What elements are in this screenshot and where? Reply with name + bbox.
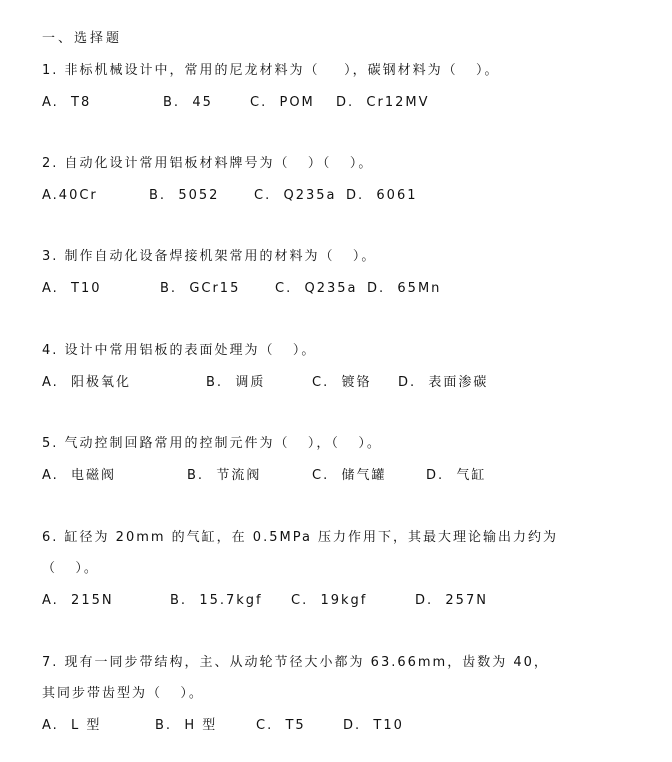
question-5-option-a: A. 电磁阀 — [42, 468, 117, 483]
question-1-stem: 1. 非标机械设计中，常用的尼龙材料为（ ），碳钢材料为（ ）。 — [42, 63, 500, 78]
question-7-option-a: A. L 型 — [42, 718, 102, 733]
question-5-stem: 5. 气动控制回路常用的控制元件为（ ），（ ）。 — [42, 436, 382, 451]
question-4-stem: 4. 设计中常用铝板的表面处理为（ ）。 — [42, 343, 317, 358]
question-6-stem-continued: （ ）。 — [42, 561, 99, 576]
question-6-option-a: A. 215N — [42, 593, 114, 608]
question-4-option-c: C. 镀铬 — [312, 375, 372, 390]
question-5-option-c: C. 储气罐 — [312, 468, 387, 483]
question-6-stem: 6. 缸径为 20mm 的气缸，在 0.5MPa 压力作用下，其最大理论输出力约为 — [42, 530, 559, 545]
question-7-option-b: B. H 型 — [155, 718, 218, 733]
question-1-option-d: D. Cr12MV — [336, 95, 430, 110]
question-4-option-b: B. 调质 — [206, 375, 266, 390]
question-5-option-b: B. 节流阀 — [187, 468, 262, 483]
question-6-option-d: D. 257N — [415, 593, 488, 608]
question-1-option-b: B. 45 — [163, 95, 213, 110]
question-7-stem-continued: 其同步带齿型为（ ）。 — [42, 686, 204, 701]
question-2-stem: 2. 自动化设计常用铝板材料牌号为（ ）（ ）。 — [42, 156, 374, 171]
question-1-option-a: A. T8 — [42, 95, 92, 110]
question-6-option-c: C. 19kgf — [291, 593, 368, 608]
question-5-option-d: D. 气缸 — [426, 468, 487, 483]
question-7-option-d: D. T10 — [343, 718, 404, 733]
question-3-option-a: A. T10 — [42, 281, 102, 296]
question-7-option-c: C. T5 — [256, 718, 306, 733]
section-title: 一、选择题 — [42, 31, 123, 46]
question-1-option-c: C. POM — [250, 95, 315, 110]
question-7-stem: 7. 现有一同步带结构，主、从动轮节径大小都为 63.66mm，齿数为 40， — [42, 655, 549, 670]
question-3-option-c: C. Q235a — [275, 281, 358, 296]
question-6-option-b: B. 15.7kgf — [170, 593, 263, 608]
question-2-option-b: B. 5052 — [149, 188, 220, 203]
question-4-option-a: A. 阳极氧化 — [42, 375, 132, 390]
question-3-option-d: D. 65Mn — [367, 281, 442, 296]
question-2-option-a: A.40Cr — [42, 188, 98, 203]
question-2-option-c: C. Q235a — [254, 188, 337, 203]
question-2-option-d: D. 6061 — [346, 188, 418, 203]
question-3-stem: 3. 制作自动化设备焊接机架常用的材料为（ ）。 — [42, 249, 377, 264]
question-3-option-b: B. GCr15 — [160, 281, 241, 296]
question-4-option-d: D. 表面渗碳 — [398, 375, 489, 390]
